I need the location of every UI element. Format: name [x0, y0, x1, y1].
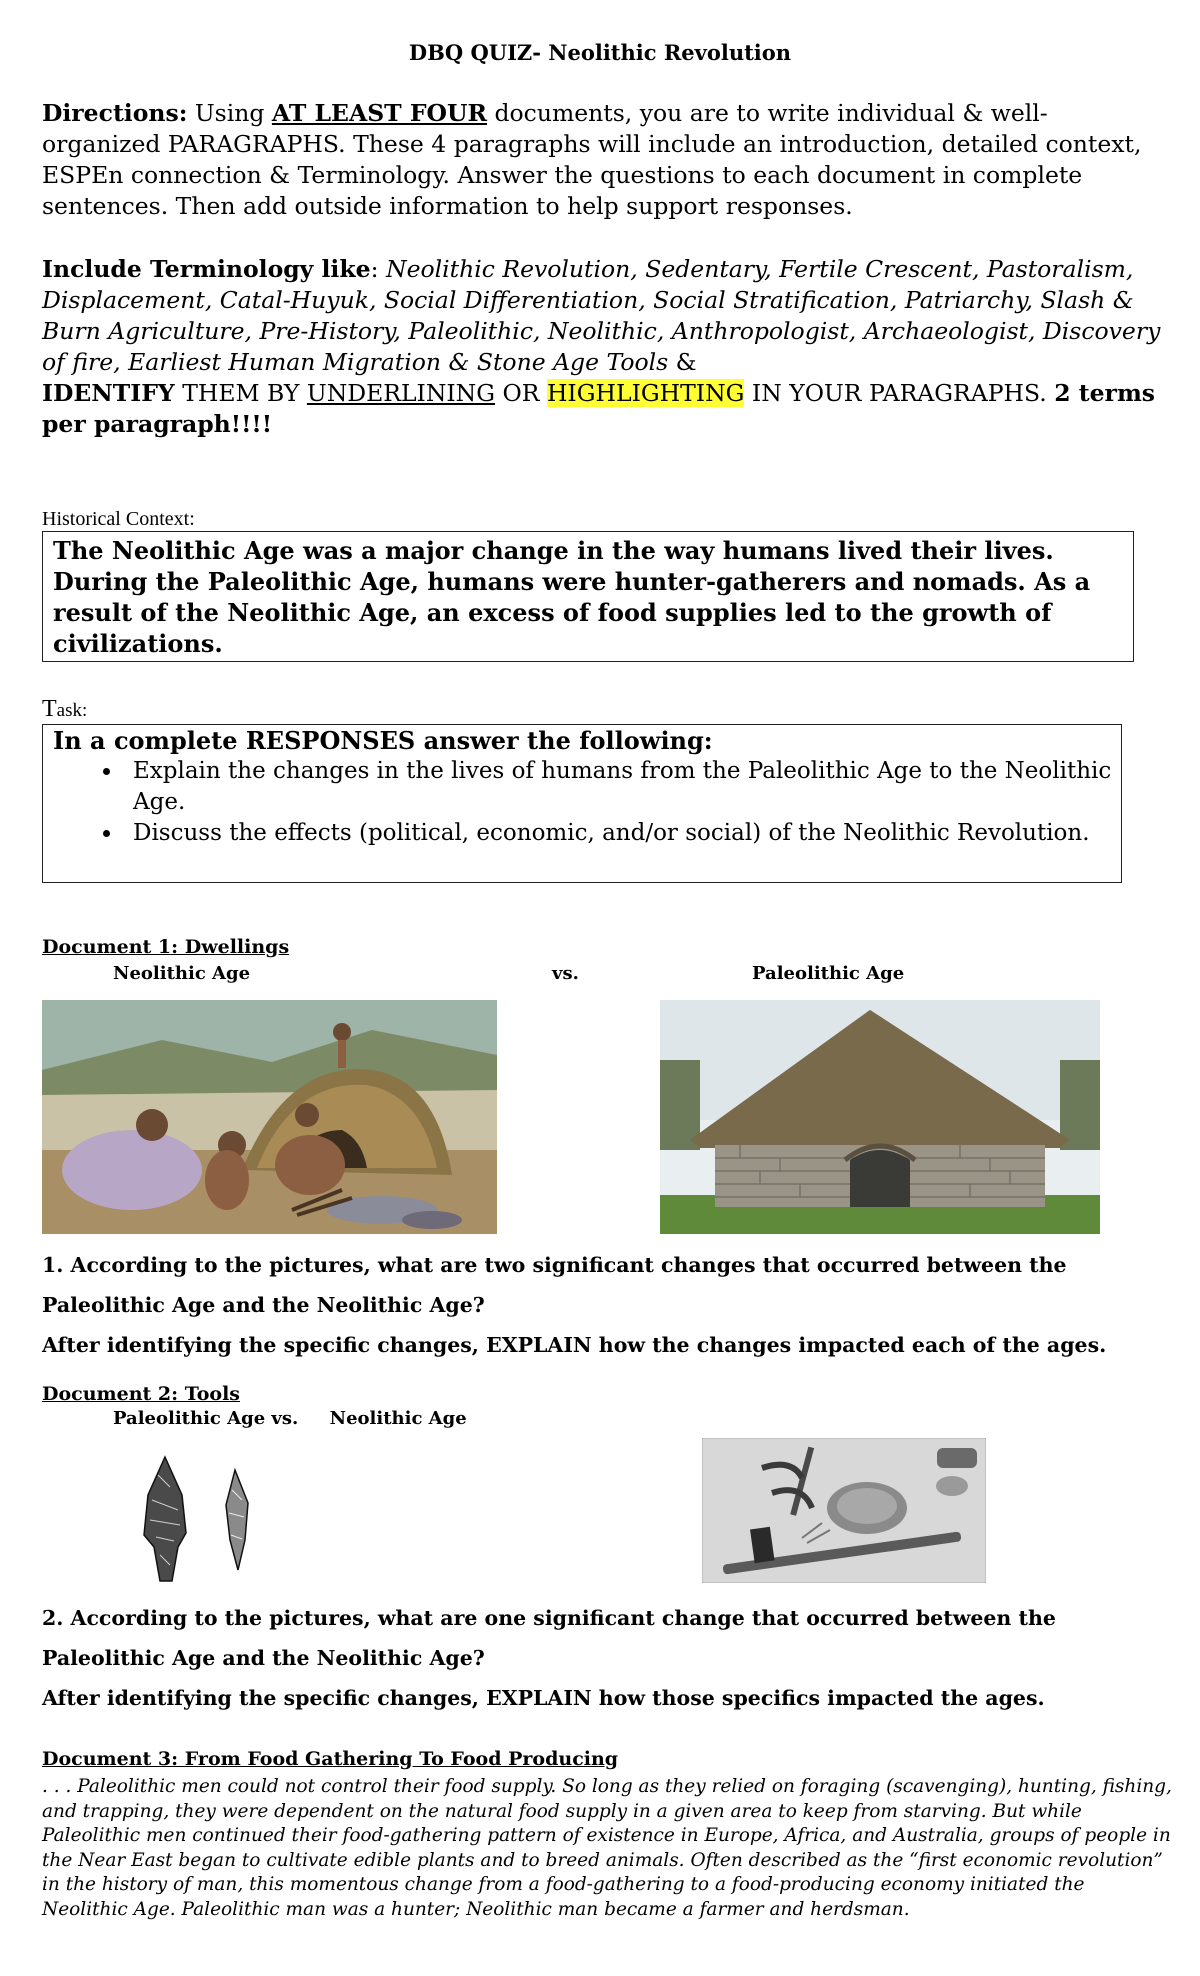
- paleolithic-tools-image: [130, 1455, 270, 1585]
- task-label: [42, 696, 87, 723]
- doc1-question-line2: Paleolithic Age and the Neolithic Age?: [42, 1293, 485, 1317]
- doc1-question: [42, 1245, 1172, 1365]
- task-heading: In a complete RESPONSES answer the following:: [53, 726, 713, 755]
- highlighting-word: HIGHLIGHTING: [546, 379, 745, 407]
- terminology-terms: Neolithic Revolution, Sedentary, Fertile Crescent, Pastoralism, Displacement, Catal-Huyuk, Social Differentiation, Social Stratification, Patriarchy, Slash & Burn Agriculture, Pre-History, Paleolithic, Neolithic, Anthropologist, Archaeologist, Discovery of fire, Earliest Human Migration & Stone Age Tools: [42, 255, 1161, 376]
- identify-or: OR: [495, 379, 547, 407]
- directions-text-a: Using: [187, 99, 272, 127]
- doc2-labels: Paleolithic Age vs. Neolithic Age: [113, 1408, 467, 1429]
- historical-context-box: [42, 531, 1134, 662]
- terms-per-paragraph: 2 terms per paragraph!!!!: [42, 379, 1156, 438]
- task-label-rest: ask:: [56, 700, 88, 721]
- doc3-heading: Document 3: From Food Gathering To Food Producing: [42, 1748, 619, 1770]
- doc2-question-line3: After identifying the specific changes, EXPLAIN how those specifics impacted the ages.: [42, 1686, 1045, 1710]
- task-item: • Discuss the effects (political, economic, and/or social) of the Neolithic Revolution.: [123, 818, 1113, 849]
- paleolithic-dwelling-image: [660, 1000, 1100, 1234]
- identify-text-b: IN YOUR PARAGRAPHS.: [744, 379, 1055, 407]
- doc1-question-line3: After identifying the specific changes, EXPLAIN how the changes impacted each of the ages.: [42, 1333, 1107, 1357]
- directions-emphasis: AT LEAST FOUR: [271, 99, 488, 127]
- doc1-question-line1: 1. According to the pictures, what are two significant changes that occurred between the: [42, 1253, 1067, 1277]
- task-list: [53, 756, 1113, 849]
- doc1-left-label: Neolithic Age: [113, 963, 251, 984]
- task-box: [42, 724, 1122, 883]
- directions-paragraph: [42, 98, 1162, 222]
- page-title: DBQ QUIZ- Neolithic Revolution: [408, 40, 792, 65]
- task-label-first: T: [42, 696, 57, 722]
- task-item: • Explain the changes in the lives of humans from the Paleolithic Age to the Neolithic Age.: [123, 756, 1113, 818]
- terminology-amp: &: [668, 348, 697, 376]
- doc2-question-line2: Paleolithic Age and the Neolithic Age?: [42, 1646, 485, 1670]
- neolithic-tools-image: [702, 1438, 986, 1583]
- doc1-right-label: Paleolithic Age: [752, 963, 905, 984]
- doc2-question: [42, 1598, 1172, 1718]
- doc1-vs: vs.: [552, 963, 579, 984]
- historical-context-text: The Neolithic Age was a major change in the way humans lived their lives. During the Paleolithic Age, humans were hunter-gatherers and nomads. As a result of the Neolithic Age, an excess of food supplies led to the growth of civilizations.: [53, 536, 1091, 658]
- terminology-label: Include Terminology like: [42, 255, 371, 283]
- directions-text-b: documents, you are to write individual & well-organized PARAGRAPHS. These 4 paragraphs will include an introduction, detailed context, ESPEn connection & Terminology. Answer the questions to each document in complete sentences. Then add outside information to help support responses.: [42, 99, 1142, 220]
- doc3-text: . . . Paleolithic men could not control their food supply. So long as they relied on foraging (scavenging), hunting, fishing, and trapping, they were dependent on the natural food supply in a given area to keep from starving. But while Paleolithic men continued their food-gathering pattern of existence in Europe, Africa, and Australia, groups of people in the Near East began to cultivate edible plants and to breed animals. Often described as the “first economic revolution” in the history of man, this momentous change from a food-gathering to a food-producing economy initiated the Neolithic Age. Paleolithic man was a hunter; Neolithic man became a farmer and herdsman.: [42, 1776, 1172, 1920]
- doc2-question-line1: 2. According to the pictures, what are one significant change that occurred between the: [42, 1606, 1056, 1630]
- identify-label: IDENTIFY: [42, 379, 175, 407]
- historical-context-label: Historical Context:: [42, 508, 195, 530]
- doc1-heading: Document 1: Dwellings: [42, 936, 290, 958]
- terminology-colon: :: [370, 255, 386, 283]
- neolithic-dwelling-image: [42, 1000, 497, 1234]
- underlining-word: UNDERLINING: [306, 379, 496, 407]
- doc2-heading: Document 2: Tools: [42, 1383, 240, 1405]
- terminology-paragraph: [42, 254, 1162, 440]
- directions-label: Directions:: [42, 99, 188, 127]
- identify-text-a: THEM BY: [174, 379, 307, 407]
